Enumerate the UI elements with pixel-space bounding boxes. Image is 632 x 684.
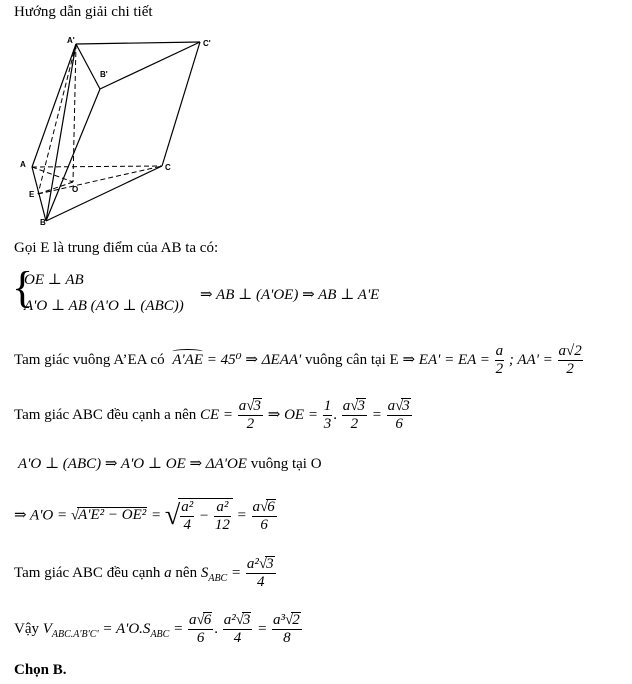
ce-line-lead: Tam giác ABC đều cạnh a nên bbox=[14, 406, 197, 423]
system-result: ⇒ AB ⊥ (A'OE) ⇒ AB ⊥ A'E bbox=[200, 287, 380, 303]
heading: Hướng dẫn giải chi tiết bbox=[14, 4, 153, 20]
ce-label: CE = bbox=[199, 406, 234, 423]
aa-equation: ; AA' = bbox=[508, 351, 553, 368]
area-line: Tam giác ABC đều cạnh a nên $S_{ABC}$ = $\frac{\text{a²√3}}{4}$ bbox=[14, 556, 274, 590]
label-b: B bbox=[40, 218, 46, 227]
isosceles-text: vuông cân tại E bbox=[305, 351, 399, 368]
area-line-lead: Tam giác ABC đều cạnh bbox=[14, 564, 161, 581]
volume-symbol: $V_{ABC.A'B'C'}$ bbox=[42, 620, 99, 640]
intro-line: Gọi E là trung điểm của AB ta có: bbox=[14, 240, 219, 256]
fraction-a2-over-4: $\frac{\text{a²}}{4}$ bbox=[181, 499, 194, 533]
fraction-a-root6-over-6: $\frac{a√6}{6}$ bbox=[252, 498, 275, 533]
system-brace: { bbox=[12, 263, 34, 312]
label-a-prime: A' bbox=[67, 36, 75, 45]
fraction-a-root3-over-2-b: $\frac{a√3}{2}$ bbox=[342, 398, 365, 432]
big-radical: $\frac{\text{a²}}{4}$ − $\frac{\text{a²}}{12}$ bbox=[178, 498, 233, 534]
label-b-prime: B' bbox=[100, 70, 108, 79]
ao-line: ⇒ A'O = √A'E² − OE² = √ $\frac{\text{a²}}{4}$ − $\frac{\text{a²}}{12}$ = $\frac{a√6}{6}$ bbox=[14, 498, 275, 533]
prism-figure bbox=[18, 34, 218, 230]
ea-equation: ⇒ EA' = EA = bbox=[402, 351, 490, 368]
volume-line: Vậy $V_{ABC.A'B'C'} = A'O.S_{ABC}$ = $\frac{a√6}{6}$ . $\frac{\text{a²√3}}{4}$ = $\frac{\text{a³√2}}{8}$ bbox=[14, 612, 300, 646]
fraction-a-root3-over-2: $\frac{a√3}{2}$ bbox=[238, 398, 262, 432]
fraction-a-over-2: $\frac{a}{2}$ bbox=[495, 343, 504, 377]
fraction-a-root6-over-6-v: $\frac{a√6}{6}$ bbox=[188, 612, 212, 646]
system-row-1: OE ⊥ AB bbox=[24, 272, 84, 288]
label-o: O bbox=[72, 185, 79, 194]
ao-lhs: ⇒ A'O = bbox=[14, 507, 68, 524]
fraction-1-over-3: $\frac{1}{3}$ bbox=[323, 398, 332, 432]
label-c: C bbox=[165, 163, 171, 172]
area-symbol: $S_{ABC}$ bbox=[200, 564, 228, 584]
fraction-a-root3-over-6: $\frac{a√3}{6}$ bbox=[387, 398, 410, 432]
label-e: E bbox=[29, 190, 35, 199]
fraction-a-root2-over-2: $\frac{a√2}{2}$ bbox=[558, 343, 582, 377]
perpendicular-tail: vuông tại O bbox=[250, 456, 322, 472]
fraction-a2-root3-over-4-v: $\frac{\text{a²√3}}{4}$ bbox=[223, 612, 251, 646]
label-a: A bbox=[20, 160, 26, 169]
angle-a-prime-a-e: A'AE bbox=[172, 352, 203, 368]
perpendicular-line bbox=[18, 454, 322, 473]
oe-label: ⇒ OE = bbox=[267, 406, 318, 423]
angle-equation: = 45⁰ ⇒ ΔEAA' bbox=[206, 351, 302, 368]
angle-arc bbox=[172, 349, 203, 354]
answer: Chọn B. bbox=[14, 662, 67, 678]
ao-radical: A'E² − OE² bbox=[78, 507, 147, 524]
fraction-a2-over-12: $\frac{\text{a²}}{12}$ bbox=[214, 499, 230, 533]
angle-line bbox=[14, 343, 584, 378]
fraction-a3-root2-over-8: $\frac{\text{a³√2}}{8}$ bbox=[273, 612, 300, 646]
fraction-a2-root3-over-4: $\frac{\text{a²√3}}{4}$ bbox=[246, 556, 274, 590]
system-row-2: A'O ⊥ AB (A'O ⊥ (ABC)) bbox=[24, 298, 184, 314]
label-c-prime: C' bbox=[203, 39, 211, 48]
volume-eq: = $A'O.S_{ABC}$ bbox=[102, 620, 170, 640]
ce-line: Tam giác ABC đều cạnh a nên CE = $\frac{a√3}{2}$ ⇒ OE = $\frac{1}{3}$ . $\frac{a√3}{2}$ = $\frac{a√3}{6}$ bbox=[14, 398, 410, 432]
perpendicular-expr: A'O ⊥ (ABC) ⇒ A'O ⊥ OE ⇒ ΔA'OE bbox=[18, 456, 247, 472]
angle-line-lead: Tam giác vuông A’EA có bbox=[14, 351, 165, 368]
volume-line-lead: Vậy bbox=[14, 620, 39, 637]
